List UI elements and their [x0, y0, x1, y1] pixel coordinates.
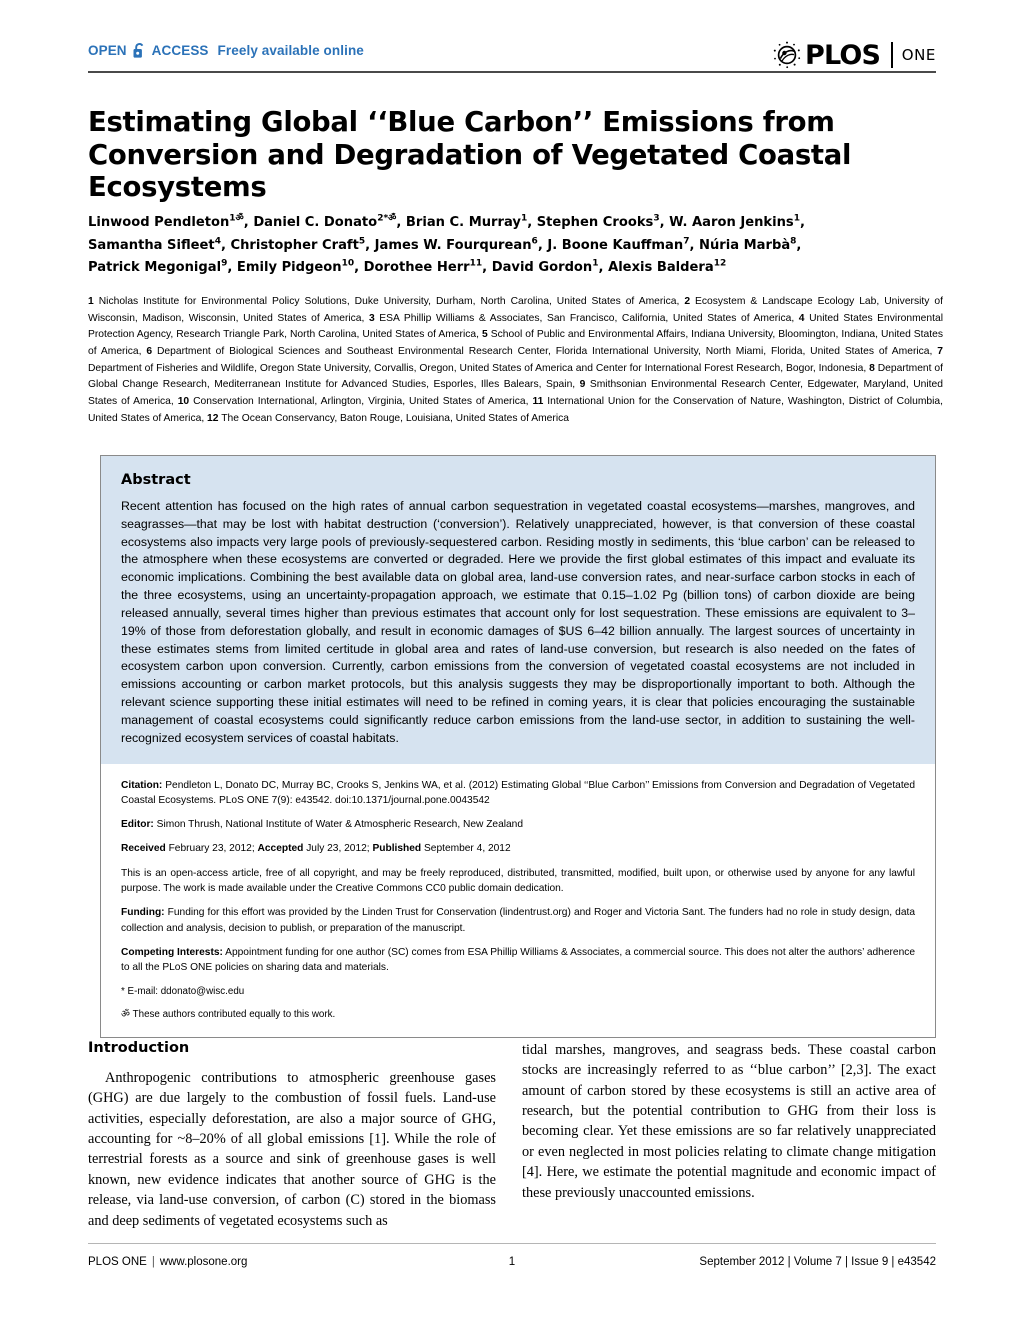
body-column-right [522, 1040, 936, 1203]
header-divider [88, 71, 936, 73]
abstract-text: Recent attention has focused on the high rates of annual carbon sequestration in vegetated coastal ecosystems—marshes, mangroves, and seagrasses—that may be lost with habitat destruction (‘conversion’). Relatively unappreciated, however, is that conversion of these coastal ecosystems also impacts very large pools of previously-sequestered carbon. Residing mostly in sediments, this ‘blue carbon’ can be released to the atmosphere when these ecosystems are converted or degraded. Here we provide the first global estimates of this impact and evaluate its economic implications. Combining the best available data on global area, land-use conversion rates, and near-surface carbon stocks in each of the three ecosystems, using an uncertainty-propagation approach, we estimate that 0.15–1.02 Pg (billion tons) of carbon dioxide are being released annually, several times higher than previous estimates that account only for lost sequestration. These emissions are equivalent to 3–19% of those from deforestation globally, and result in economic damages of $US 6–42 billion annually. The largest sources of uncertainty in these estimates stems from limited certitude in global area and rates of land-use conversion, but research is also needed on the fates of ecosystem carbon upon conversion. Currently, carbon emissions from the conversion of vegetated coastal ecosystems are not included in emissions accounting or carbon market protocols, but this analysis suggests they may be disproportionally important to both. Although the relevant science supporting these initial estimates will need to be refined in coming years, it is clear that policies encouraging the sustainable management of coastal ecosystems could significantly reduce carbon emissions from the land-use sector, in addition to sustaining the well-recognized ecosystem services of coastal habitats. [121, 499, 915, 745]
freely-available-label: Freely available online [217, 43, 364, 58]
open-lock-icon [132, 42, 147, 59]
abstract-info-box [100, 455, 936, 1038]
author-line-3: Patrick Megonigal$^9$, Emily Pidgeon$^{10}$, Dorothee Herr$^{11}$, David Gordon$^1$, Alexis Baldera$^{12}$ [88, 258, 727, 276]
publication-dates: Received February 23, 2012; Accepted July 23, 2012; Published September 4, 2012 [121, 843, 511, 855]
competing-interests-text: Competing Interests: Appointment funding for one author (SC) comes from ESA Phillip Williams & Associates, a commercial source. This does not alter the authors’ adherence to all the PLoS ONE policies on sharing data and materials. [121, 946, 916, 974]
copyright-text: This is an open-access article, free of all copyright, and may be freely reproduced, distributed, transmitted, modified, built upon, or otherwise used by anyone for any lawful purpose. The work is made available under the Creative Commons CC0 public domain dedication. [121, 867, 915, 895]
footer-journal-site: PLOS ONE | www.plosone.org [88, 1256, 248, 1268]
open-access-access-label: ACCESS [151, 43, 209, 58]
footer-website[interactable]: www.plosone.org [159, 1256, 248, 1268]
editor-text: Editor: Simon Thrush, National Institute of Water & Atmospheric Research, New Zealand [121, 819, 524, 831]
logo-divider [891, 42, 893, 68]
page-header [88, 38, 936, 72]
article-metadata-panel [101, 764, 935, 1037]
abstract-panel [101, 456, 935, 764]
introduction-paragraph-right: tidal marshes, mangroves, and seagrass beds. These coastal carbon stocks are increasingly referred to as ‘‘blue carbon’’ [2,3]. The exact amount of carbon stored by these ecosystems is still an active area of research, but the potential contribution to GHG from their loss is becoming clear. Yet these emissions are so far relatively unappreciated or even neglected in most policies relating to climate change mitigation [4]. Here, we estimate the potential magnitude and economic impact of these previously unaccounted emissions. [522, 1042, 936, 1201]
page-footer [88, 1256, 936, 1272]
introduction-paragraph-left: Anthropogenic contributions to atmospheric greenhouse gases (GHG) are due largely to the combustion of fossil fuels. Land-use activities, especially deforestation, are also a major source of GHG, accounting for ~8–20% of all global emissions [1]. While the role of terrestrial forests as a source and sink of greenhouse gases is well known, new evidence indicates that another source of GHG is the release, via land-use conversion, of carbon (C) stored in the biomass and deep sediments of vegetated ecosystems such as [88, 1070, 496, 1229]
footer-issue-info: September 2012 | Volume 7 | Issue 9 | e43542 [699, 1256, 936, 1268]
plos-one-label: ONE [901, 46, 936, 64]
open-access-open-label: OPEN [88, 43, 127, 58]
author-list [88, 212, 943, 280]
article-title: Estimating Global ‘‘Blue Carbon’’ Emissions from Conversion and Degradation of Vegetated Coastal Ecosystems [88, 106, 852, 204]
author-line-2: Samantha Sifleet$^4$, Christopher Craft$^5$, James W. Fourqurean$^6$, J. Boone Kauffman$^7$, Núria Marbà$^8$, [88, 236, 802, 253]
open-access-badge [88, 42, 364, 59]
body-column-left [88, 1040, 496, 1231]
equal-contribution-note: ॐ These authors contributed equally to this work. [121, 1009, 336, 1021]
footer-divider [88, 1243, 936, 1244]
introduction-heading: Introduction [88, 1040, 190, 1056]
footer-journal-name: PLOS ONE [88, 1256, 147, 1268]
corresponding-email-note: * E-mail: ddonato@wisc.edu [121, 985, 245, 997]
plos-wordmark: PLOS [804, 39, 881, 71]
citation-text: Citation: Pendleton L, Donato DC, Murray BC, Crooks S, Jenkins WA, et al. (2012) Estimating Global ‘‘Blue Carbon’’ Emissions from Conversion and Degradation of Vegetated Coastal Ecosystems. PLoS ONE 7(9): e43542. doi:10.1371/journal.pone.0043542 [121, 779, 915, 806]
plos-one-logo [772, 38, 936, 72]
affiliations-list: 1 Nicholas Institute for Environmental Policy Solutions, Duke University, Durham, North Carolina, United States of America, 2 Ecosystem & Landscape Ecology Lab, University of Wisconsin, Madison, Wisconsin, United States of America, 3 ESA Phillip Williams & Associates, San Francisco, California, United States of America, 4 United States Environmental Protection Agency, Research Triangle Park, North Carolina, United States of America, 5 School of Public and Environmental Affairs, Indiana University, Bloomington, Indiana, United States of America, 6 Department of Biological Sciences and Southeast Environmental Research Center, Florida International University, North Miami, Florida, United States of America, 7 Department of Fisheries and Wildlife, Oregon State University, Corvallis, Oregon, United States of America and Center for International Forest Research, Bogor, Indonesia, 8 Department of Global Change Research, Mediterranean Institute for Advanced Studies, Esporles, Illes Balears, Spain, 9 Smithsonian Environmental Research Center, Edgewater, Maryland, United States of America, 10 Conservation International, Arlington, Virginia, United States of America, 11 International Union for the Conservation of Nature, Washington, District of Columbia, United States of America, 12 The Ocean Conservancy, Baton Rouge, Louisiana, United States of America [88, 296, 944, 424]
footer-page-number: 1 [508, 1256, 516, 1268]
author-line-1: Linwood Pendleton$^{1ॐ}$, Daniel C. Donato$^{2*ॐ}$, Brian C. Murray$^1$, Stephen Crooks$^3$, W. Aaron Jenkins$^1$, [88, 213, 805, 230]
plos-circle-icon [772, 40, 802, 70]
abstract-heading: Abstract [121, 472, 191, 488]
funding-text: Funding: Funding for this effort was provided by the Linden Trust for Conservation (lindentrust.org) and Roger and Victoria Sant. The funders had no role in study design, data collection and analysis, decision to publish, or preparation of the manuscript. [121, 907, 915, 934]
